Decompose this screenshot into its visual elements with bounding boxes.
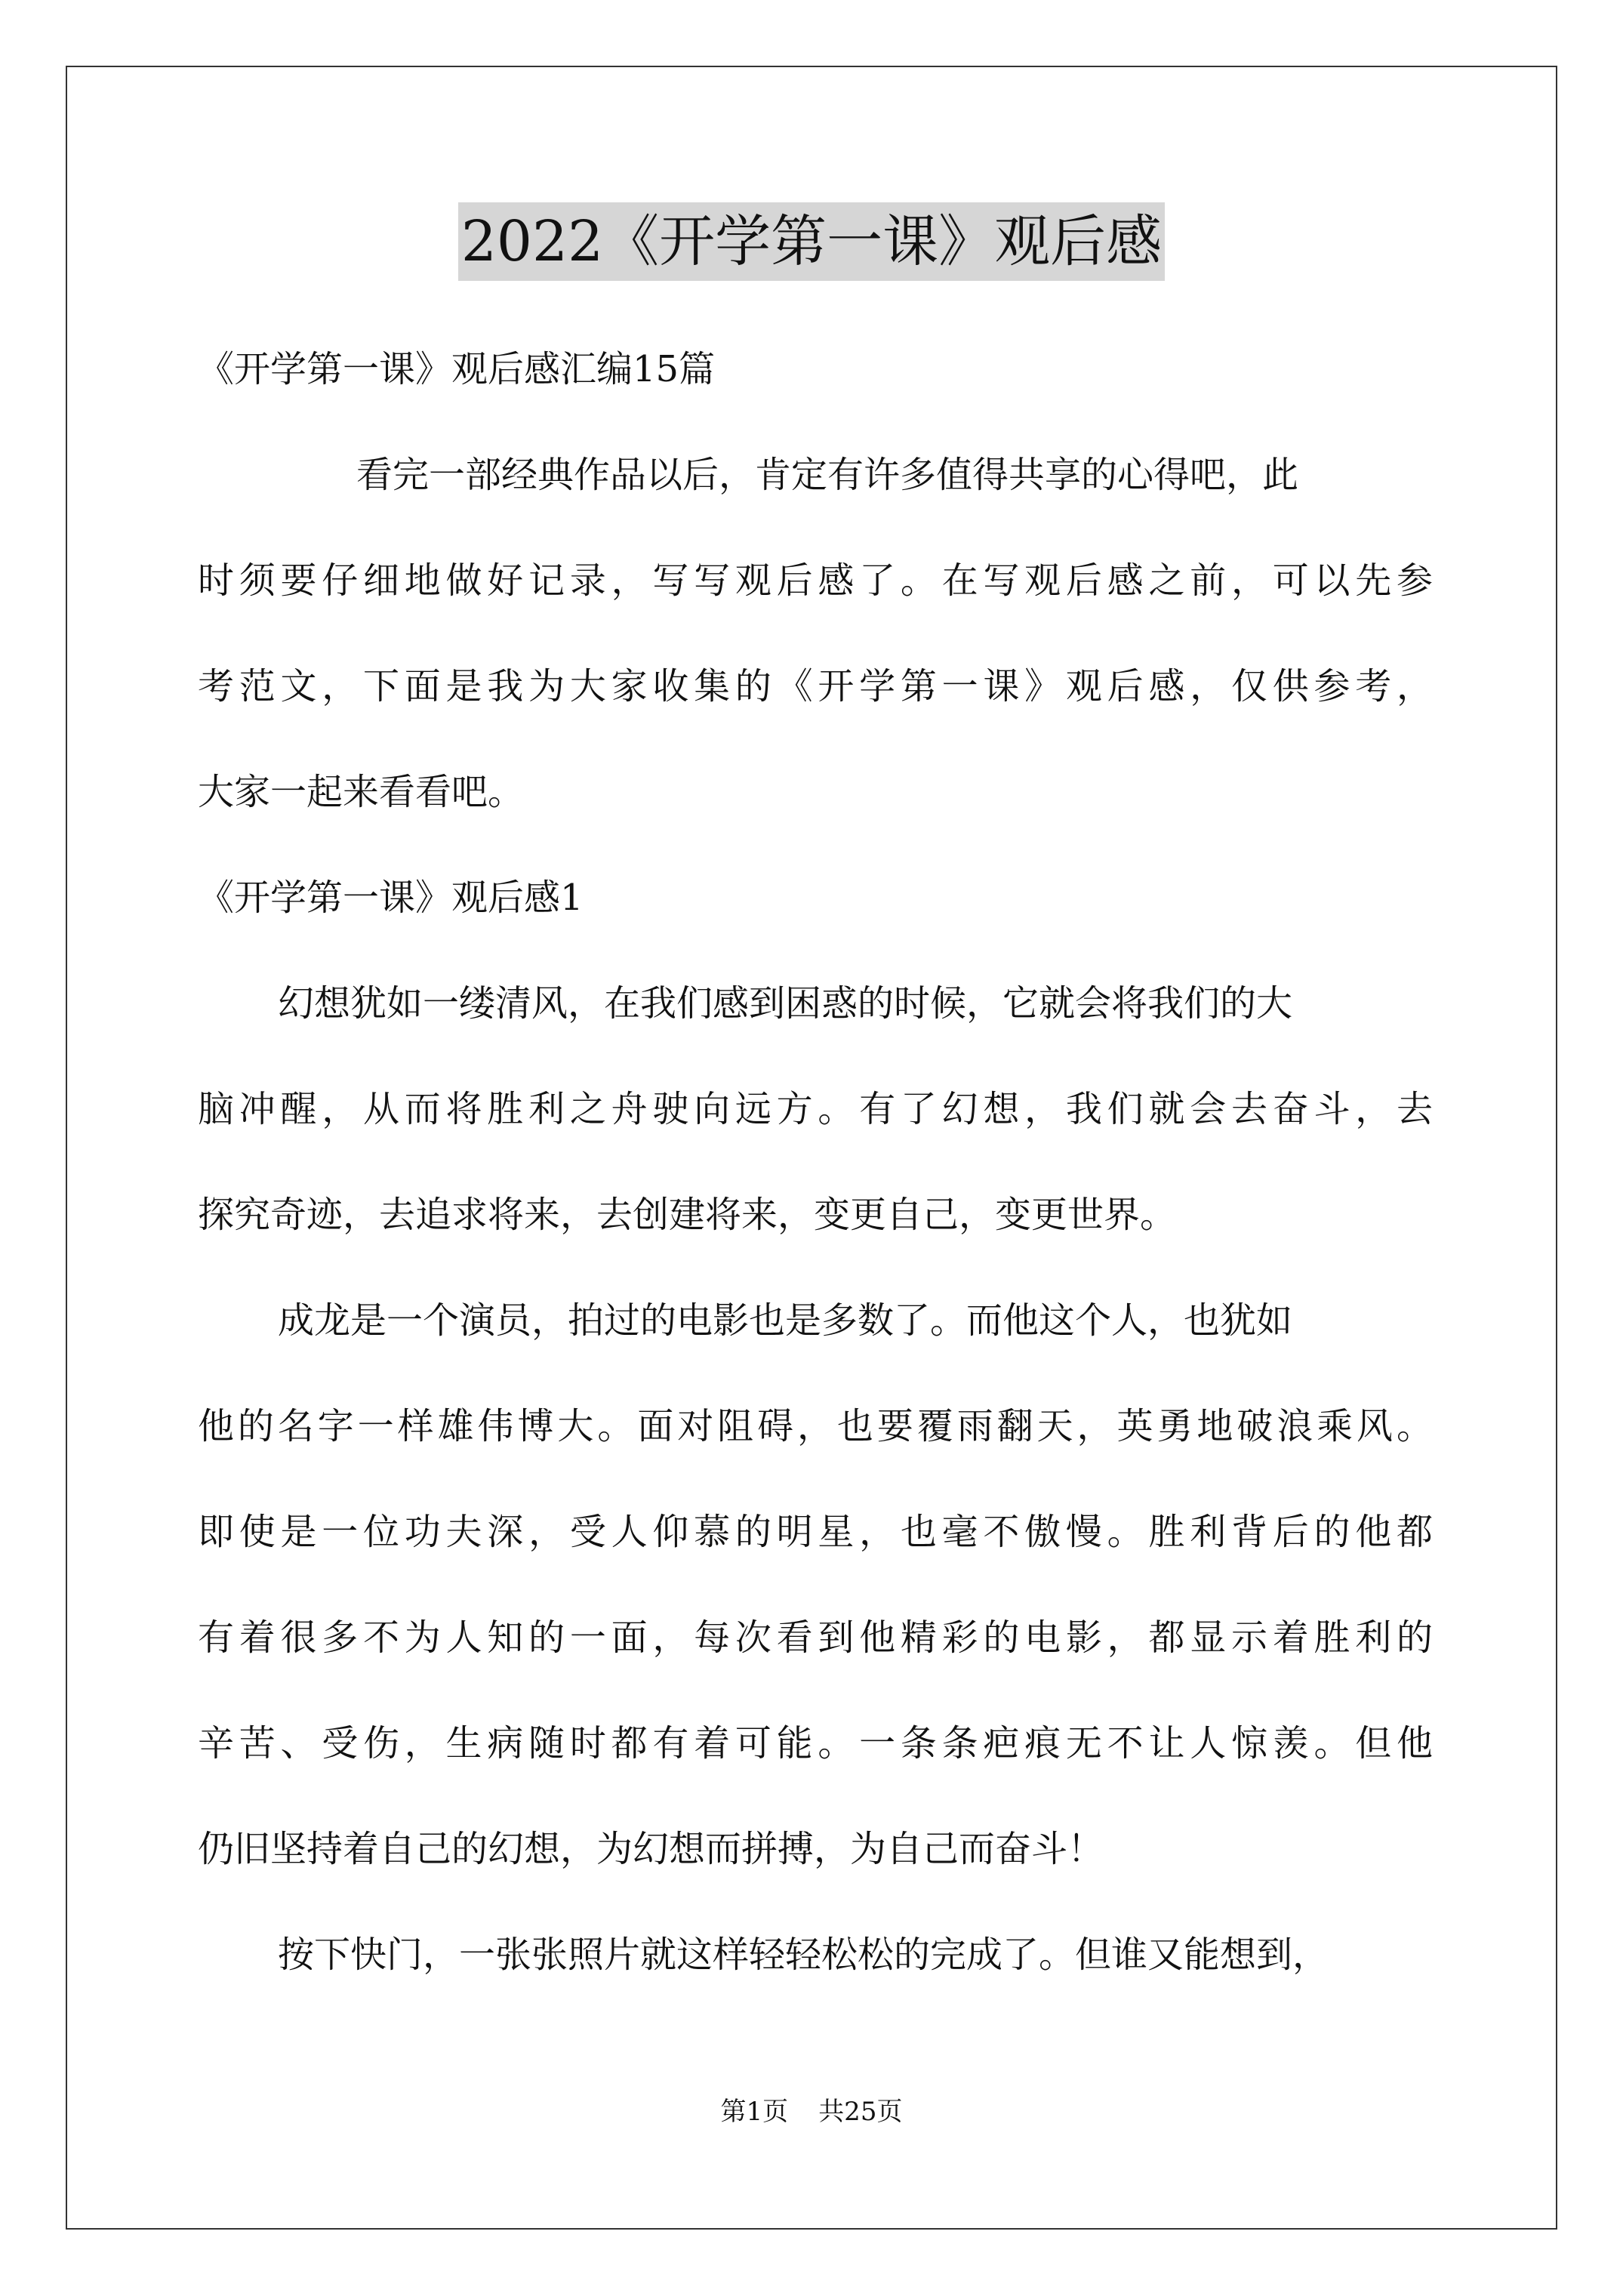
page-total: 共25页: [818, 2097, 903, 2127]
intro-line-3: 考范文，下面是我为大家收集的《开学第一课》观后感，仅供参考，: [198, 665, 1433, 707]
para2-line-2: 他的名字一样雄伟博大。面对阻碍，也要覆雨翻天，英勇地破浪乘风。: [198, 1405, 1433, 1447]
document-title: [0, 202, 1623, 281]
intro-line-1: 看完一部经典作品以后，肯定有许多值得共享的心得吧，此: [356, 454, 1299, 496]
subtitle: 《开学第一课》观后感汇编15篇: [198, 348, 716, 390]
para2-line-3: 即使是一位功夫深，受人仰慕的明星，也毫不傲慢。胜利背后的他都: [198, 1511, 1433, 1553]
intro-line-4: 大家一起来看看吧。: [198, 771, 525, 813]
intro-line-2: 时须要仔细地做好记录，写写观后感了。在写观后感之前，可以先参: [198, 559, 1433, 602]
page-number: 第1页: [720, 2097, 789, 2127]
section-heading: 《开学第一课》观后感1: [198, 877, 584, 919]
para3-line-1: 按下快门，一张张照片就这样轻轻松松的完成了。但谁又能想到，: [278, 1934, 1329, 1976]
para1-line-1: 幻想犹如一缕清风，在我们感到困惑的时候，它就会将我们的大: [278, 982, 1293, 1025]
para1-line-2: 脑冲醒，从而将胜利之舟驶向远方。有了幻想，我们就会去奋斗，去: [198, 1088, 1433, 1130]
para2-line-4: 有着很多不为人知的一面，每次看到他精彩的电影，都显示着胜利的: [198, 1616, 1433, 1659]
para2-line-5: 辛苦、受伤，生病随时都有着可能。一条条疤痕无不让人惊羡。但他: [198, 1722, 1433, 1764]
para2-line-6: 仍旧坚持着自己的幻想，为幻想而拼搏，为自己而奋斗！: [198, 1828, 1104, 1870]
document-title-text: 2022《开学第一课》观后感: [458, 202, 1165, 281]
page-footer: [0, 2095, 1623, 2128]
para1-line-3: 探究奇迹，去追求将来，去创建将来，变更自己，变更世界。: [198, 1194, 1177, 1236]
para2-line-1: 成龙是一个演员，拍过的电影也是多数了。而他这个人，也犹如: [278, 1299, 1293, 1342]
